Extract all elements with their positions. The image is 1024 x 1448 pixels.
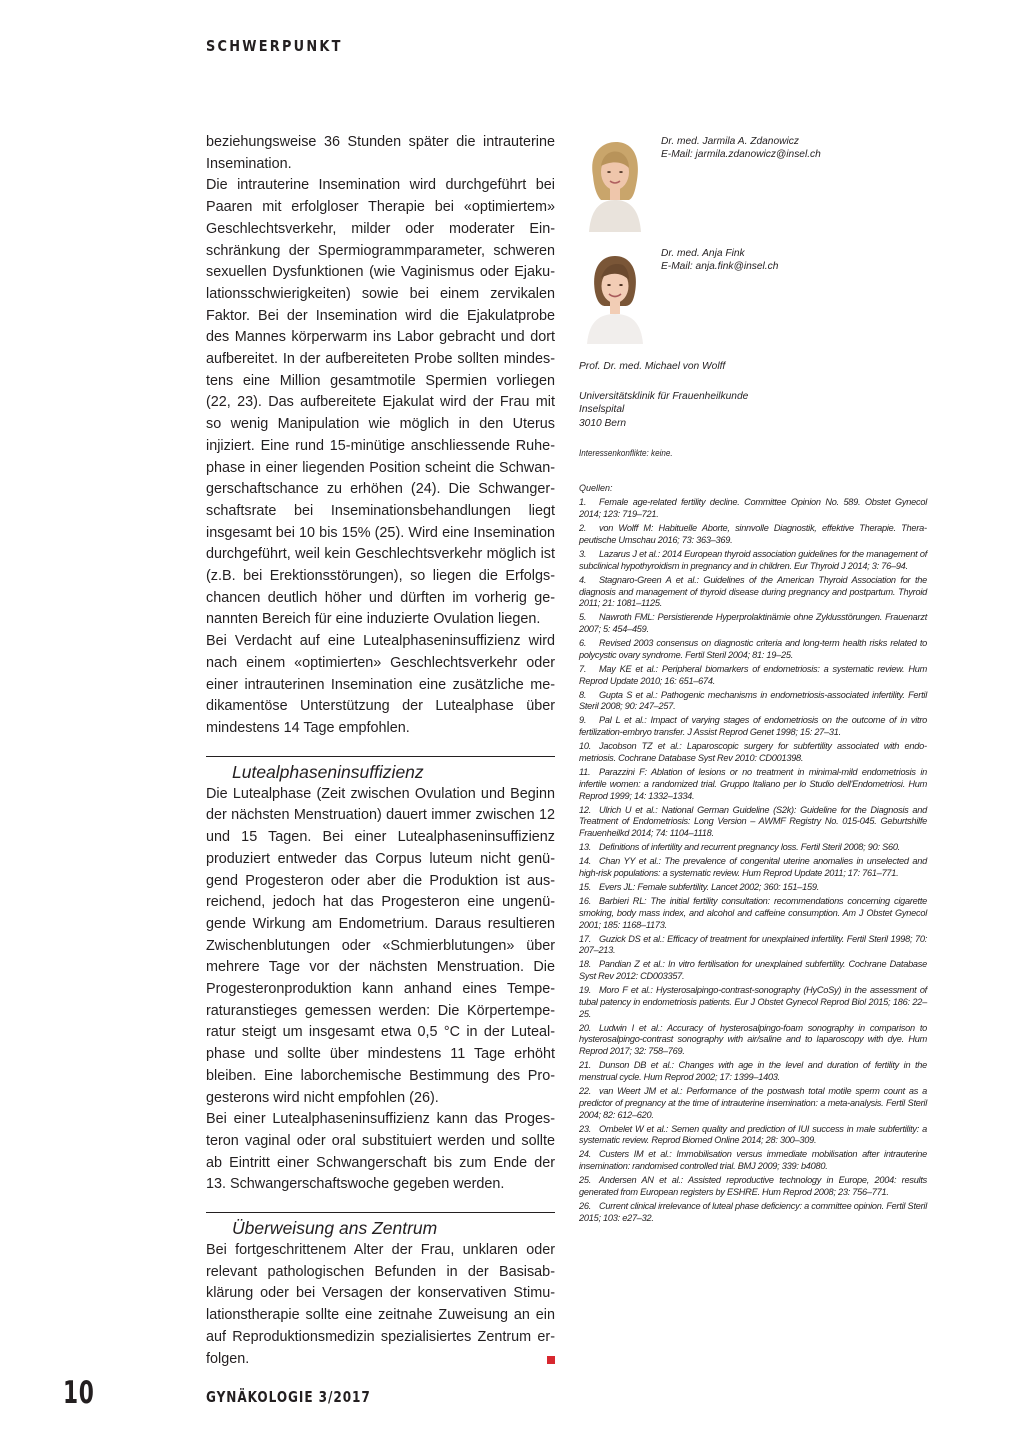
reference-text: Stagnaro-Green A et al.: Guidelines of the American Thyroid Association for the diagnosis and management of thyroid disease during pregnancy and postpartum. Thyroid 2011; 21: 1081–1125. [579, 574, 927, 609]
reference-number: 9. [579, 715, 587, 726]
reference-number: 15. [579, 881, 592, 892]
reference-number: 8. [579, 689, 587, 700]
author-details [661, 135, 821, 161]
conflict-of-interest: Interessenkonflikte: keine. [579, 447, 673, 458]
reference-text: Nawroth FML: Persistierende Hyperprolaktinämie ohne Zyklusstörungen. Frauenarzt 2007; 5: 454–459. [579, 612, 927, 635]
author-block [579, 244, 927, 356]
end-of-article-mark [547, 1356, 555, 1364]
reference-number: 11. [579, 767, 591, 778]
body-paragraph [206, 1240, 555, 1370]
professor-name: Prof. Dr. med. Michael von Wolff [579, 361, 726, 372]
author-details [661, 247, 778, 273]
reference-number: 13. [579, 842, 592, 853]
reference-text: Pandian Z et al.: In vitro fertilisation for unexplained subfertility. Cochrane Database Syst Rev 2012: CD003357. [579, 959, 927, 982]
reference-text: Evers JL: Female subfertility. Lancet 2002; 360: 151–159. [599, 881, 819, 892]
reference-item [579, 1023, 927, 1058]
reference-item [579, 842, 927, 854]
reference-number: 23. [579, 1123, 592, 1134]
reference-item [579, 985, 927, 1020]
reference-text: van Weert JM et al.: Performance of the postwash total motile sperm count as a predictor of pregnancy at the time of intrauterine insemination: a meta-analysis. Fertil Steril 2004; 82: 612–620. [579, 1086, 927, 1120]
reference-text: Dunson DB et al.: Changes with age in the level and duration of fertility in the menstrual cycle. Hum Reprod 2002; 17: 1399–1403. [579, 1060, 927, 1083]
reference-number: 26. [579, 1200, 592, 1211]
reference-text: Current clinical irrelevance of luteal phase deficiency: a committee opinion. Fertil Steril 2015; 103: e27–32. [579, 1200, 927, 1223]
reference-item [579, 1124, 927, 1148]
section-divider [206, 756, 555, 757]
author-block [579, 132, 927, 244]
reference-item [579, 664, 927, 688]
reference-number: 10. [579, 741, 592, 752]
reference-number: 4. [579, 574, 587, 585]
author-photo [579, 136, 651, 232]
reference-text: Jacobson TZ et al.: Laparoscopic surgery for subfertility associated with endometriosis. Cochrane Database Syst Rev 2010: CD001398. [579, 741, 927, 764]
reference-text: Ulrich U et al.: National German Guideline (S2k): Guideline for the Diagnosis and Treatment of Endometriosis: Long Version – AWMF Registry No. 015-045. Geburtshilfe Frauenheilkd 2014; 74: 1104–1118. [579, 804, 927, 839]
reference-number: 18. [579, 959, 592, 970]
reference-item [579, 523, 927, 547]
reference-item [579, 1086, 927, 1121]
reference-item [579, 549, 927, 573]
reference-text: Parazzini F: Ablation of lesions or no treatment in minimal-mild endometriosis in infertile women: a randomized trial. Gruppo Italiano per lo Studio dell'Endometriosi. Hum Reprod 1999; 14: 1332–1334. [579, 767, 927, 801]
reference-number: 7. [579, 663, 587, 674]
reference-number: 20. [579, 1022, 592, 1033]
author-name: Dr. med. Anja Fink [661, 248, 745, 259]
reference-item [579, 1060, 927, 1084]
reference-text: Guzick DS et al.: Efficacy of treatment for unexplained infertility. Fertil Steril 1998; 70: 207–213. [579, 933, 927, 956]
reference-text: Ludwin I et al.: Accuracy of hysterosalpingo-foam sonography in comparison to hysterosalpingo-contrast sonography with air/saline and to laparoscopy with dye. Hum Reprod 2017; 32: 758–769. [579, 1022, 927, 1057]
reference-number: 3. [579, 548, 587, 559]
author-email: E-Mail: jarmila.zdanowicz@insel.ch [661, 149, 821, 161]
reference-item [579, 612, 927, 636]
affiliation-line: 3010 Bern [579, 417, 627, 429]
reference-text: Chan YY et al.: The prevalence of congenital uterine anomalies in unselected and high-risk populations: a systematic review. Hum Reprod Update 2011; 17: 761–771. [579, 856, 927, 878]
references-title: Quellen: [579, 483, 613, 494]
reference-text: Gupta S et al.: Pathogenic mechanisms in endometriosis-associated infertility. Fertil Steril 2008; 90: 247–257. [579, 689, 927, 712]
reference-number: 16. [579, 895, 592, 906]
reference-text: Revised 2003 consensus on diagnostic criteria and long-term health risks related to polycystic ovary syndrome. Fertil Steril 2004; 81: 19–25. [579, 638, 927, 660]
section-label: SCHWERPUNKT [206, 37, 343, 55]
author-photo [579, 248, 651, 344]
reference-number: 12. [579, 804, 592, 815]
page-number: 10 [63, 1375, 95, 1411]
body-paragraph: Die intrauterine Insemination wird durchgeführt bei Paaren mit erfolgloser Therapie bei «optimiertem» Geschlechtsverkehr, milder oder moderater Einschränkung der Spermiogrammparameter, schweren sexuellen Dysfunktionen (wie Vaginismus oder Ejakulationsschwierigkeiten) sowie bei einem zervikalen Faktor. Bei der Insemination wird die Ejakulatprobe des Mannes körperwarm ins Labor gebracht und dort aufbereitet. In der aufbereiteten Probe sollten mindestens eine Million gesamtmotile Spermien vorliegen (22, 23). Das aufbereitete Ejakulat wird der Frau mit so wenig Manipulation wie möglich in den Uterus injiziert. Eine rund 15-minütige anschliessende Ruhephase in einer liegenden Position scheint die Schwangerschaftschance zu erhöhen (24). Die Schwangerschaftsrate bei Inseminationsbehandlungen liegt insgesamt bei 10 bis 15% (25). Wird eine Insemination durchgeführt, weil kein Geschlechtsverkehr möglich ist (z.B. bei Erektionsstörungen), so liegen die Erfolgschancen deutlich höher und dürften im vorherig genannten Bereich für eine induzierte Ovulation liegen. [206, 177, 555, 628]
reference-list [579, 497, 927, 1224]
reference-number: 2. [579, 523, 587, 534]
reference-number: 6. [579, 638, 587, 649]
reference-text: Definitions of infertility and recurrent pregnancy loss. Fertil Steril 2008; 90: S60. [599, 842, 900, 853]
section-divider [206, 1212, 555, 1213]
reference-item [579, 741, 927, 765]
affiliation-line: Inselspital [579, 404, 625, 416]
reference-text: Lazarus J et al.: 2014 European thyroid association guidelines for the management of subclinical hypothyroidism in pregnancy and in children. Eur Thyroid J 2014; 3: 76–94. [579, 548, 927, 571]
sidebar [579, 132, 927, 1225]
reference-text: Ombelet W et al.: Semen quality and prediction of IUI success in male subfertility: a systematic review. Reprod Biomed Online 2014; 28: 300–309. [579, 1123, 927, 1146]
reference-item [579, 1201, 927, 1225]
reference-item [579, 1175, 927, 1199]
reference-item [579, 575, 927, 610]
reference-number: 17. [579, 933, 592, 944]
reference-item [579, 1149, 927, 1173]
reference-number: 22. [579, 1086, 592, 1096]
reference-text: Andersen AN et al.: Assisted reproductive technology in Europe, 2004: results generated from European registers by ESHRE. Hum Reprod 2008; 23: 756–771. [579, 1175, 927, 1197]
section-heading: Lutealphaseninsuffizienz [232, 761, 424, 782]
body-paragraph: Die Lutealphase (Zeit zwischen Ovulation und Beginn der nächsten Menstruation) dauert immer zwischen 12 und 15 Tagen. Bei einer Lutealphaseninsuffizienz produziert entweder das Corpus luteum nicht genügend Progesteron oder aber die Produktion ist ausreichend, jedoch hat das Progesteron eine ungenügende Wirkung am Endometrium. Daraus resultieren Zwischenblutungen oder «Schmierblutungen» über mehrere Tage vor der nächsten Menstruation. Die Progesteronproduktion kann anhand eines Temperaturanstieges gemessen werden: Die Körpertemperatur steigt um insgesamt etwa 0,5 °C in der Lutealphase und sollte über mindestens 11 Tage erhöht bleiben. Eine laborchemische Bestimmung des Progesterons wird nicht empfohlen (26). [206, 785, 555, 1106]
body-paragraph-text: Bei fortgeschrittenem Alter der Frau, unklaren oder relevant pathologischen Befunden in der Basisabklärung oder bei Versagen der konservativen Stimulationstherapie sollte eine zeitnahe Zuweisung an ein auf Reproduktionsmedizin spezialisiertes Zentrum erfolgen. [206, 1242, 555, 1367]
main-column [206, 132, 555, 1370]
author-name: Dr. med. Jarmila A. Zdanowicz [661, 136, 799, 147]
reference-item [579, 638, 927, 662]
reference-number: 21. [579, 1060, 592, 1071]
journal-issue: GYNÄKOLOGIE 3/2017 [206, 1388, 371, 1406]
body-paragraph: beziehungsweise 36 Stunden später die intrauterine Insemination. [206, 134, 555, 172]
body-paragraph: Bei einer Lutealphaseninsuffizienz kann das Progesteron vaginal oder oral substituiert werden und sollte ab Eintritt einer Schwangerschaft bis zum Ende der 13. Schwangerschaftswoche gegeben werden. [206, 1111, 555, 1193]
reference-text: Pal L et al.: Impact of varying stages of endometriosis on the outcome of in vitro fertilization-embryo transfer. J Assist Reprod Genet 1998; 15: 27–31. [579, 715, 927, 738]
reference-text: Barbieri RL: The initial fertility consultation: recommendations concerning cigarette smoking, body mass index, and alcohol and caffeine consumption. Am J Obstet Gynecol 2001; 185: 1168–1173. [579, 895, 927, 930]
section-heading: Überweisung ans Zentrum [232, 1218, 438, 1239]
reference-text: May KE et al.: Peripheral biomarkers of endometriosis: a systematic review. Hum Reprod Update 2010; 16: 651–674. [579, 663, 927, 686]
reference-item [579, 959, 927, 983]
reference-item [579, 896, 927, 931]
reference-text: Female age-related fertility decline. Committee Opinion No. 589. Obstet Gynecol 2014; 123: 719–721. [579, 497, 927, 520]
author-email: E-Mail: anja.fink@insel.ch [661, 261, 779, 273]
reference-item [579, 805, 927, 840]
reference-number: 5. [579, 612, 587, 623]
reference-number: 24. [579, 1149, 592, 1160]
affiliation-line: Universitätsklinik für Frauenheilkunde [579, 391, 749, 403]
reference-text: Moro F et al.: Hysterosalpingo-contrast-sonography (HyCoSy) in the assessment of tubal patency in endometriosis patients. Eur J Obstet Gynecol Reprod Biol 2015; 186: 22–25. [579, 985, 927, 1019]
reference-item [579, 934, 927, 958]
reference-number: 25. [579, 1175, 592, 1186]
affiliation [579, 390, 927, 430]
reference-item [579, 856, 927, 880]
reference-item [579, 882, 927, 894]
reference-item [579, 497, 927, 521]
reference-item [579, 690, 927, 714]
reference-number: 1. [579, 497, 587, 508]
reference-number: 19. [579, 985, 592, 996]
reference-item [579, 715, 927, 739]
reference-text: Custers IM et al.: Immobilisation versus immediate mobilisation after intrauterine insemination: randomised controlled trial. BMJ 2009; 339: b4080. [579, 1149, 927, 1172]
body-paragraph: Bei Verdacht auf eine Lutealphaseninsuffizienz wird nach einem «optimierten» Geschlechtsverkehr oder einer intrauterinen Insemination eine zusätzliche medikamentöse Unterstützung der Lutealphase über mindestens 14 Tage empfohlen. [206, 633, 555, 736]
reference-text: von Wolff M: Habituelle Aborte, sinnvolle Diagnostik, effektive Therapie. Therapeutische Umschau 2016; 73: 363–369. [579, 523, 927, 545]
reference-number: 14. [579, 856, 592, 867]
reference-item [579, 767, 927, 802]
